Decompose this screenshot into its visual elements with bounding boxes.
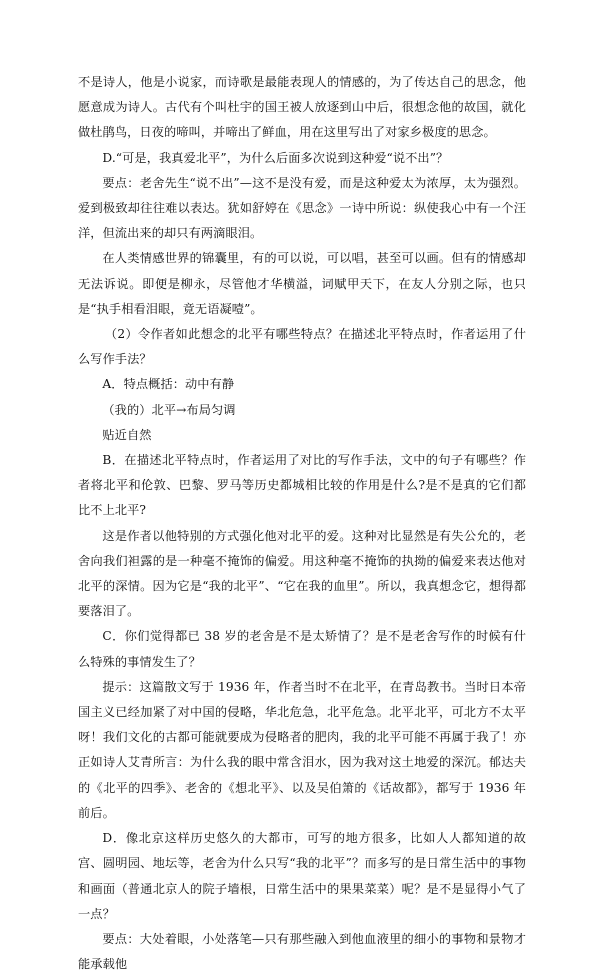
paragraph-6: A．特点概括：动中有静 xyxy=(102,377,235,392)
paragraph-2: D.“可是，我真爱北平”，为什么后面多次说到这种爱“说不出”？ xyxy=(102,150,449,165)
paragraph-4: 在人类情感世界的锦囊里，有的可以说，可以唱，甚至可以画。但有的情感却无法诉说。即便是柳永，尽管他才华横溢，词赋甲天下，在友人分别之际，也只是“执手相看泪眼，竟无语凝噎”。 xyxy=(78,251,526,316)
paragraph-12: 提示：这篇散文写于 1936 年，作者当时不在北平，在青岛教书。当时日本帝国主义已经加紧了对中国的侵略，华北危急，北平危急。北平北平，可北方不太平呀！我们文化的古都可能就要成为侵略者的肥肉，我的北平可能不再属于我了！亦正如诗人艾青所言：为什么我的眼中常含泪水，因为我对这土地爱的深沉。郁达夫的《北平的四季》、老舍的《想北平》、以及吴伯箫的《话故都》，都写于 1936 年前后。 xyxy=(78,679,526,820)
paragraph-13: D．像北京这样历史悠久的大都市，可写的地方很多，比如人人都知道的故宫、圆明园、地坛等，老舍为什么只写“我的北平”？而多写的是日常生活中的事物和画面（普通北京人的院子墙根，日常生活中的果果菜菜）呢？是不是显得小气了一点？ xyxy=(78,831,526,921)
paragraph-5: （2）令作者如此想念的北平有哪些特点？在描述北平特点时，作者运用了什么写作手法？ xyxy=(78,327,526,367)
paragraph-8: 贴近自然 xyxy=(102,427,152,442)
paragraph-10: 这是作者以他特别的方式强化他对北平的爱。这种对比显然是有失公允的，老舍向我们袒露的是一种毫不掩饰的偏爱。用这种毫不掩饰的执拗的偏爱来表达他对北平的深情。因为它是“我的北平”、“它在我的血里”。所以，我真想念它，想得都要落泪了。 xyxy=(78,528,526,619)
paragraph-14: 要点：大处着眼，小处落笔—只有那些融入到他血液里的细小的事物和景物才能承载他 xyxy=(78,931,526,972)
paragraph-9: B．在描述北平特点时，作者运用了对比的写作手法，文中的句子有哪些？作者将北平和伦敦、巴黎、罗马等历史都城相比较的作用是什么?是不是真的它们都比不上北平? xyxy=(78,453,526,518)
paragraph-3: 要点：老舍先生“说不出”—这不是没有爱，而是这种爱太为浓厚，太为强烈。爱到极致却往往难以表达。犹如舒婷在《思念》一诗中所说：纵使我心中有一个汪洋，但流出来的却只有两滴眼泪。 xyxy=(78,175,526,241)
paragraph-1: 不是诗人，他是小说家，而诗歌是最能表现人的情感的，为了传达自己的思念，他愿意成为诗人。古代有个叫杜宇的国王被人放逐到山中后，很想念他的故国，就化做杜鹃鸟，日夜的啼叫，并啼出了鲜血，用在这里写出了对家乡极度的思念。 xyxy=(78,75,526,140)
paragraph-11: C．你们觉得都已 38 岁的老舍是不是太矫情了？是不是老舍写作的时候有什么特殊的事情发生了？ xyxy=(78,629,526,669)
paragraph-7: （我的）北平→布局匀调 xyxy=(102,402,236,417)
